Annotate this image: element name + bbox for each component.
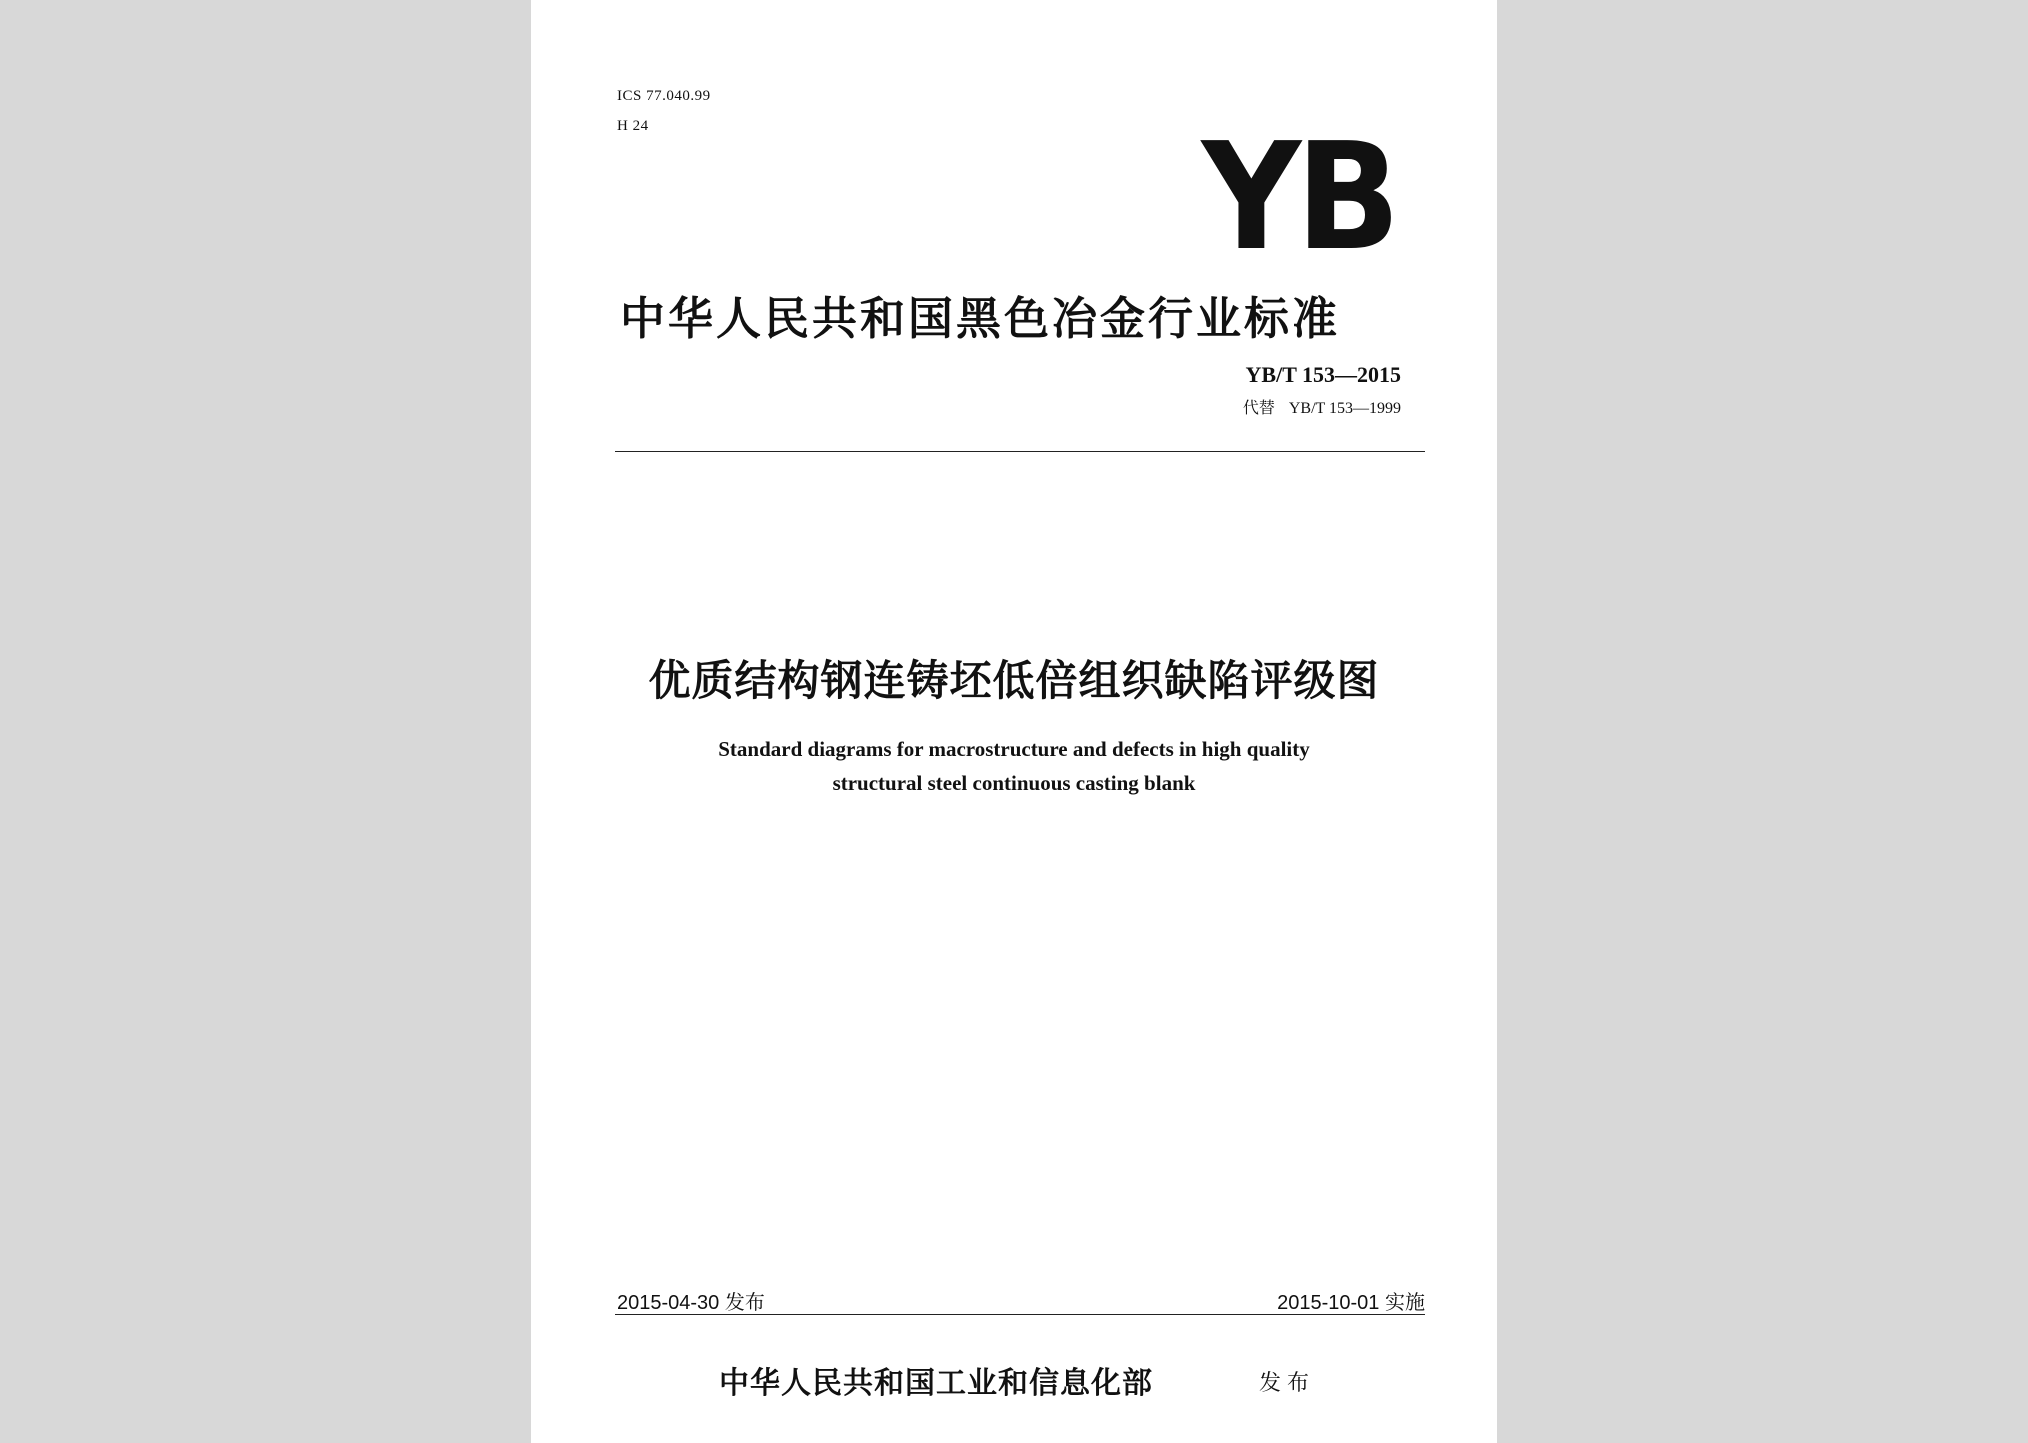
document-page [531, 0, 1497, 1443]
title-english-line2: structural steel continuous casting blank [832, 771, 1196, 795]
implement-date: 2015-10-01 实施 [1277, 1292, 1425, 1314]
issue-label: 发布 [1259, 1371, 1316, 1396]
standard-number: YB/T 153—2015 [1245, 362, 1401, 387]
classification-code: H 24 [617, 118, 649, 134]
top-rule [615, 451, 1425, 452]
publish-date: 2015-04-30 发布 [617, 1292, 765, 1314]
ics-code: ICS 77.040.99 [617, 88, 711, 104]
title-chinese: 优质结构钢连铸坯低倍组织缺陷评级图 [648, 656, 1380, 705]
title-english-line1: Standard diagrams for macrostructure and defects in high quality [718, 737, 1310, 761]
issuing-authority: 中华人民共和国工业和信息化部 [719, 1366, 1153, 1401]
replaces-line [1243, 395, 1401, 418]
bottom-rule [615, 1314, 1425, 1315]
yb-logo: YB [1201, 111, 1395, 283]
replaces-label: 代替 [1242, 400, 1275, 417]
replaces-number: YB/T 153—1999 [1288, 400, 1401, 417]
agency-title: 中华人民共和国黑色冶金行业标准 [620, 292, 1341, 345]
